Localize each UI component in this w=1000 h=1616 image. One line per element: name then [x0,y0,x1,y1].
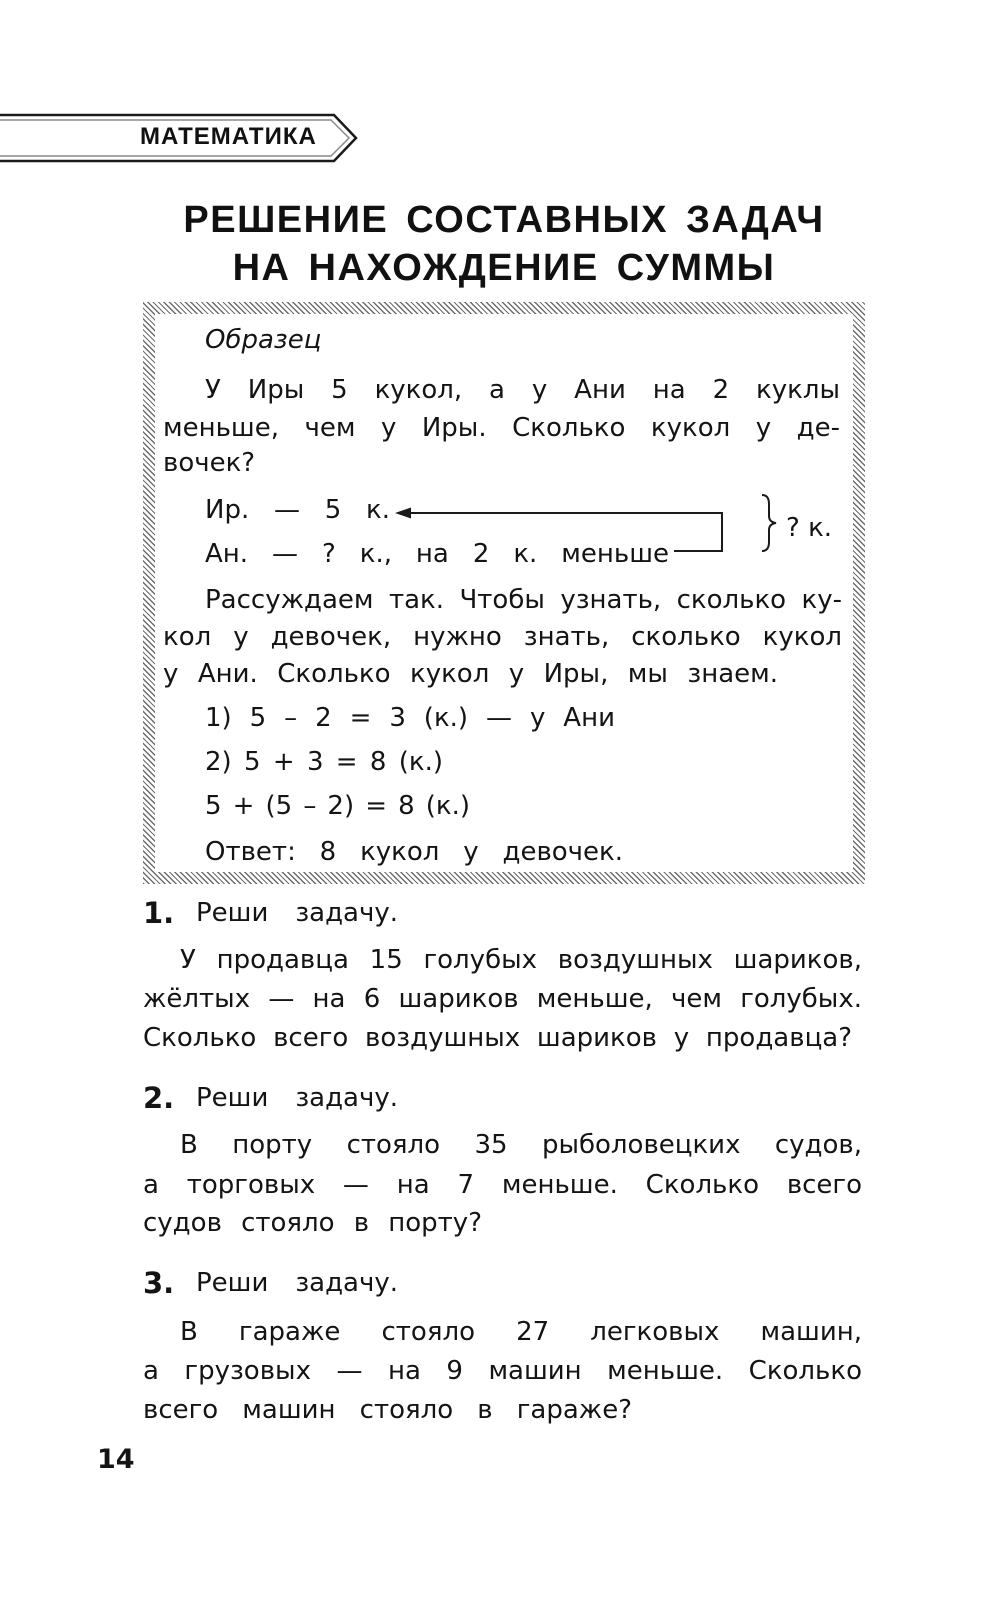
problem-line: вочек? [163,448,256,478]
section-label: МАТЕМАТИКА [140,123,317,150]
solution-expression: 5 + (5 – 2) = 8 (к.) [205,791,470,821]
page-number: 14 [97,1444,135,1475]
scheme-row-ira: Ир. — 5 к. [205,495,390,525]
section-tab [0,110,362,166]
scheme-diagram [385,490,785,565]
scheme-arrowhead [395,508,411,519]
task-text-line: У продавца 15 голубых воздушных шариков, [180,945,862,975]
task-text-line: В гараже стояло 27 легковых машин, [180,1317,862,1347]
task-instruction: Реши задачу. [196,1083,398,1113]
task-text-line: В порту стояло 35 рыболовецких судов, [180,1130,862,1160]
solution-step: 2) 5 + 3 = 8 (к.) [205,747,443,777]
scheme-brace [762,495,776,551]
task-number: 3. [143,1266,175,1300]
reasoning-line: у Ани. Сколько кукол у Иры, мы знаем. [163,659,778,689]
problem-line: меньше, чем у Иры. Сколько кукол у де- [163,413,840,443]
reasoning-line: кол у девочек, нужно знать, сколько кукол [163,622,842,652]
task-number: 2. [143,1081,175,1115]
task-text-line: а торговых — на 7 меньше. Сколько всего [143,1170,862,1200]
example-frame [143,302,865,884]
task-text-line: жёлтых — на 6 шариков меньше, чем голубых. [143,984,862,1014]
task-instruction: Реши задачу. [196,898,398,928]
task-instruction: Реши задачу. [196,1268,398,1298]
scheme-row-anya: Ан. — ? к., на 2 к. меньше [205,539,669,569]
problem-line: У Иры 5 кукол, а у Ани на 2 куклы [205,375,840,405]
task-text-line: Сколько всего воздушных шариков у продавца? [143,1023,852,1053]
reasoning-line: Рассуждаем так. Чтобы узнать, сколько ку- [205,585,842,615]
example-box [155,314,853,872]
scheme-total: ? к. [786,513,833,543]
task-text-line: а грузовых — на 9 машин меньше. Сколько [143,1356,862,1386]
solution-answer: Ответ: 8 кукол у девочек. [205,837,623,867]
solution-step: 1) 5 – 2 = 3 (к.) — у Ани [205,703,615,733]
page-title-line-2: НА НАХОЖДЕНИЕ СУММЫ [232,247,776,289]
task-number: 1. [143,896,175,930]
task-text-line: судов стояло в порту? [143,1208,482,1238]
task-text-line: всего машин стояло в гараже? [143,1395,632,1425]
example-label: Образец [205,325,322,355]
page-title-line-1: РЕШЕНИЕ СОСТАВНЫХ ЗАДАЧ [183,199,825,241]
